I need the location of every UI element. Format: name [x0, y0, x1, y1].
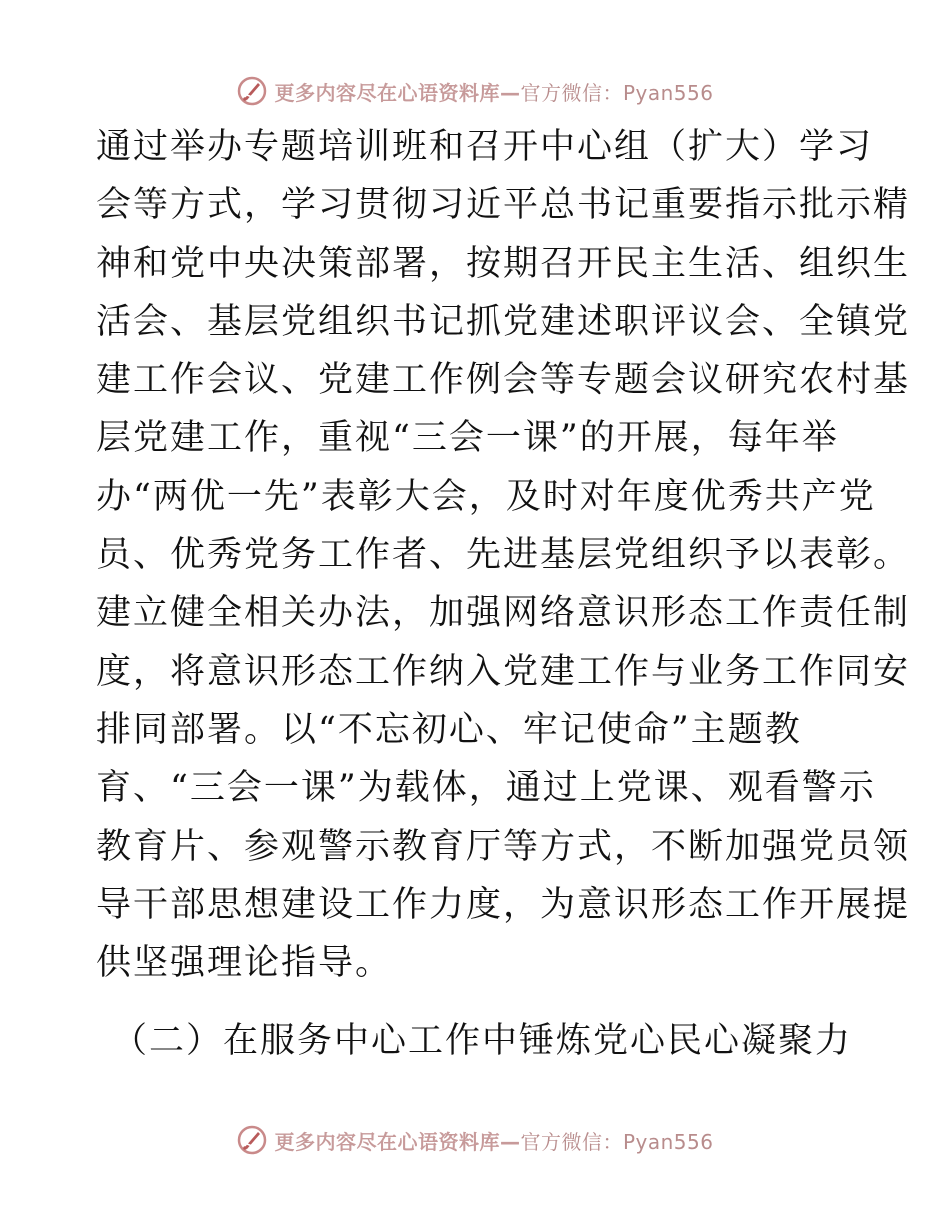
paragraph-line: 导干部思想建设工作力度，为意识形态工作开展提: [96, 884, 911, 925]
paragraph-line: 会等方式，学习贯彻习近平总书记重要指示批示精: [96, 185, 911, 226]
footer-watermark: [0, 1120, 950, 1160]
header-watermark: [0, 71, 950, 111]
paragraph-line: 建立健全相关办法，加强网络意识形态工作责任制: [96, 593, 911, 634]
paragraph-line: 神和党中央决策部署，按期召开民主生活、组织生: [96, 243, 911, 284]
watermark-text: [274, 1126, 713, 1155]
watermark-text: [274, 77, 713, 106]
paragraph-line: 活会、基层党组织书记抓党建述职评议会、全镇党: [96, 301, 911, 342]
paragraph-line: 层党建工作，重视“三会一课”的开展，每年举: [96, 418, 839, 459]
section-heading: （二）在服务中心工作中锤炼党心民心凝聚力: [112, 1021, 853, 1061]
paragraph-line: 度，将意识形态工作纳入党建工作与业务工作同安: [96, 651, 911, 692]
watermark-account: 官方微信：Pyan556: [520, 80, 714, 105]
paragraph-line: 通过举办专题培训班和召开中心组（扩大）学习: [96, 127, 874, 167]
watermark-brand: 更多内容尽在心语资料库—: [274, 1129, 521, 1154]
feather-pen-logo-icon: [236, 75, 268, 107]
watermark-account: 官方微信：Pyan556: [520, 1129, 714, 1154]
feather-pen-logo-icon: [236, 1124, 268, 1156]
watermark-brand: 更多内容尽在心语资料库—: [274, 80, 521, 105]
paragraph-line: 办“两优一先”表彰大会，及时对年度优秀共产党: [96, 476, 876, 517]
paragraph-line: 排同部署。以“不忘初心、牢记使命”主题教: [96, 709, 802, 750]
paragraph-line: 育、“三会一课”为载体，通过上党课、观看警示: [96, 768, 876, 809]
paragraph-line: 供坚强理论指导。: [96, 943, 393, 984]
paragraph-line: 员、优秀党务工作者、先进基层党组织予以表彰。: [96, 535, 911, 576]
paragraph-line: 教育片、参观警示教育厅等方式，不断加强党员领: [96, 826, 911, 867]
paragraph-line: 建工作会议、党建工作例会等专题会议研究农村基: [96, 360, 911, 401]
document-body: [96, 118, 911, 992]
